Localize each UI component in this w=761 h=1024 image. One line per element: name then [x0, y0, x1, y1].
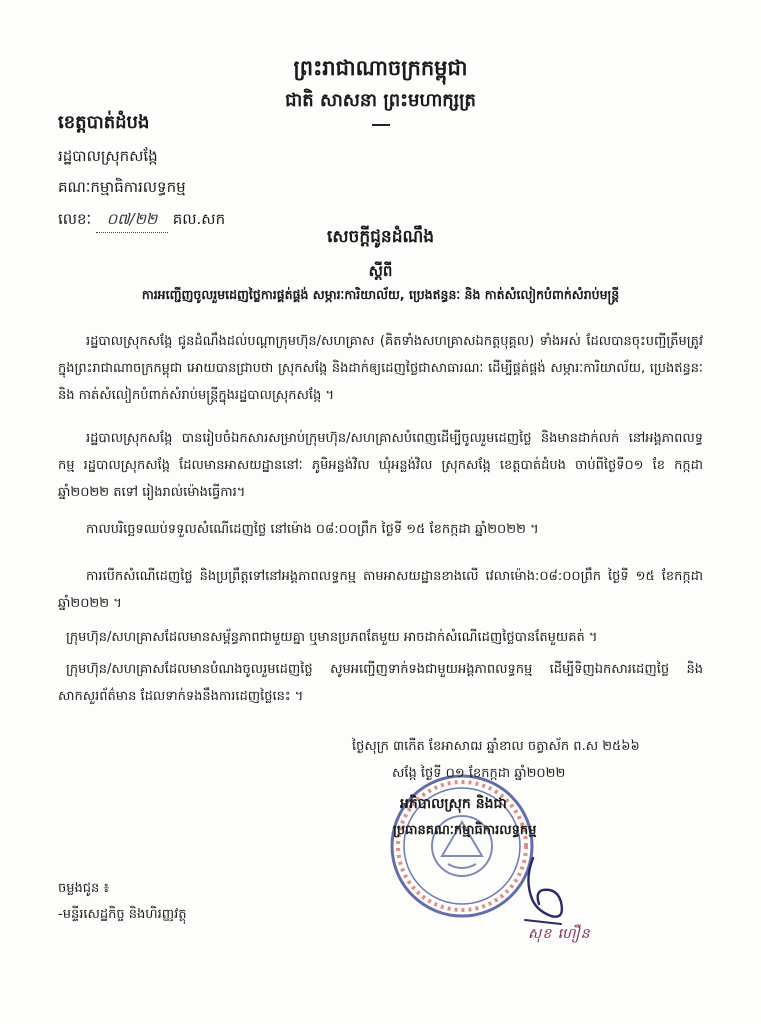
body-paragraph-1: រដ្ឋបាលស្រុកសង្កែ ជូនដំណឹងដល់បណ្ដាក្រុមហ៊ុន/សហគ្រាស (គិតទាំងសហគ្រាសឯកត្តបុគ្គល) ទាំងអស់ ដែលបានចុះបញ្ជីត្រឹមត្រូវក្នុងព្រះរាជាណាចក្រកម្ពុជា អោយបានជ្រាបថា ស្រុកសង្កែ និងដាក់ឲ្យដេញថ្លៃជាសាធារណៈ ដើម្បីផ្គត់ផ្គង់ សម្ភារៈការិយាល័យ, ប្រេងឥន្ធនៈ និង កាត់សំលៀកបំពាក់សំរាប់មន្ត្រីក្នុងរដ្ឋបាលស្រុកសង្កែ ។ — [58, 334, 703, 403]
procurement-committee: គណៈកម្មាធិការលទ្ធកម្ម — [58, 178, 186, 196]
kingdom-heading: ព្រះរាជាណាចក្រកម្ពុជា — [293, 56, 468, 80]
reference-number: ០៧/២២ — [96, 210, 168, 233]
cc-recipient: -មន្ទីរសេដ្ឋកិច្ច និងហិរញ្ញវត្ថុ — [58, 907, 187, 922]
body-paragraph-6: ក្រុមហ៊ុន/សហគ្រាសដែលមានបំណងចូលរួមដេញថ្លៃ សូមអញ្ជើញទាក់ទងជាមួយអង្គភាពលទ្ធកម្ម ដើម្បីទិញឯកសារដេញថ្លៃ និងសាកសួរព័ត៌មាន ដែលទាក់ទងនឹងការដេញថ្លៃនេះ ។ — [58, 662, 703, 704]
announcement-title: សេចក្ដីជូនដំណឹង — [326, 227, 435, 247]
district-administration: រដ្ឋបាលស្រុកសង្កែ — [58, 147, 158, 165]
lunar-date: ថ្ងៃសុក្រ ៣កើត ខែអាសាឍ ឆ្នាំខាល ចត្វាស័ក ព.ស ២៥៦៦ — [352, 739, 640, 754]
body-paragraph-2: រដ្ឋបាលស្រុកសង្កែ បានរៀបចំឯកសារសម្រាប់ក្រុមហ៊ុន/សហគ្រាសបំពេញដើម្បីចូលរួមដេញថ្លៃ និងមានដាក់លក់ នៅអង្គភាពលទ្ធកម្ម រដ្ឋបាលស្រុកសង្កែ ដែលមានអាសយដ្ឋាននៅៈ ភូមិអន្លង់វិល ឃុំអន្លង់វិល ស្រុកសង្កែ ខេត្តបាត់ដំបង ចាប់ពីថ្ងៃទី០១ ខែ កក្កដា ឆ្នាំ២០២២ តទៅ រៀងរាល់ម៉ោងធ្វើការ។ — [58, 431, 703, 500]
signer-name: សុខ ហឿន — [528, 926, 591, 942]
subject-line: ការអញ្ជើញចូលរួមដេញថ្លៃការផ្គត់ផ្គង់ សម្ភារៈការិយាល័យ, ប្រេងឥន្ធនៈ និង កាត់សំលៀកបំពាក់សំរាប់មន្ត្រី — [141, 287, 620, 302]
subject-word: ស្ដីពី — [368, 262, 393, 280]
cc-label: ចម្លងជូន ៖ — [58, 881, 110, 896]
signer-role: ប្រធានគណៈកម្មាធិការលទ្ធកម្ម — [393, 823, 537, 838]
motto-divider — [372, 124, 390, 126]
body-paragraph-3: កាលបរិច្ឆេទឈប់ទទួលសំណើដេញថ្លៃ នៅម៉ោង ០៨:០០ព្រឹក ថ្ងៃទី ១៥ ខែកក្កដា ឆ្នាំ២០២២ ។ — [86, 522, 539, 537]
body-paragraph-4: ការបើកសំណើដេញថ្លៃ និងប្រព្រឹត្តទៅនៅអង្គភាពលទ្ធកម្ម តាមអាសយដ្ឋានខាងលើ វេលាម៉ោង:០៨:០០ព្រឹក ថ្ងៃទី ១៥ ខែកក្កដា ឆ្នាំ២០២២ ។ — [58, 569, 703, 611]
reference-suffix: គល.សក — [172, 210, 226, 228]
national-motto: ជាតិ សាសនា ព្រះមហាក្សត្រ — [285, 90, 476, 111]
signer-title: អភិបាលស្រុក និងជា — [400, 796, 507, 812]
reference-label: លេខៈ — [58, 210, 92, 228]
handwritten-signature-icon — [495, 838, 590, 933]
province-name: ខេត្តបាត់ដំបង — [58, 112, 150, 133]
solar-date: សង្កែ ថ្ងៃទី ០១ ខែកក្កដា ឆ្នាំ២០២២ — [392, 766, 566, 781]
body-paragraph-5: ក្រុមហ៊ុន/សហគ្រាសដែលមានសម្ព័ន្ធភាពជាមួយគ្នា ឬមានប្រភពតែមួយ អាចដាក់សំណើដេញថ្លៃបានតែមួយគត់ ។ — [66, 630, 598, 645]
